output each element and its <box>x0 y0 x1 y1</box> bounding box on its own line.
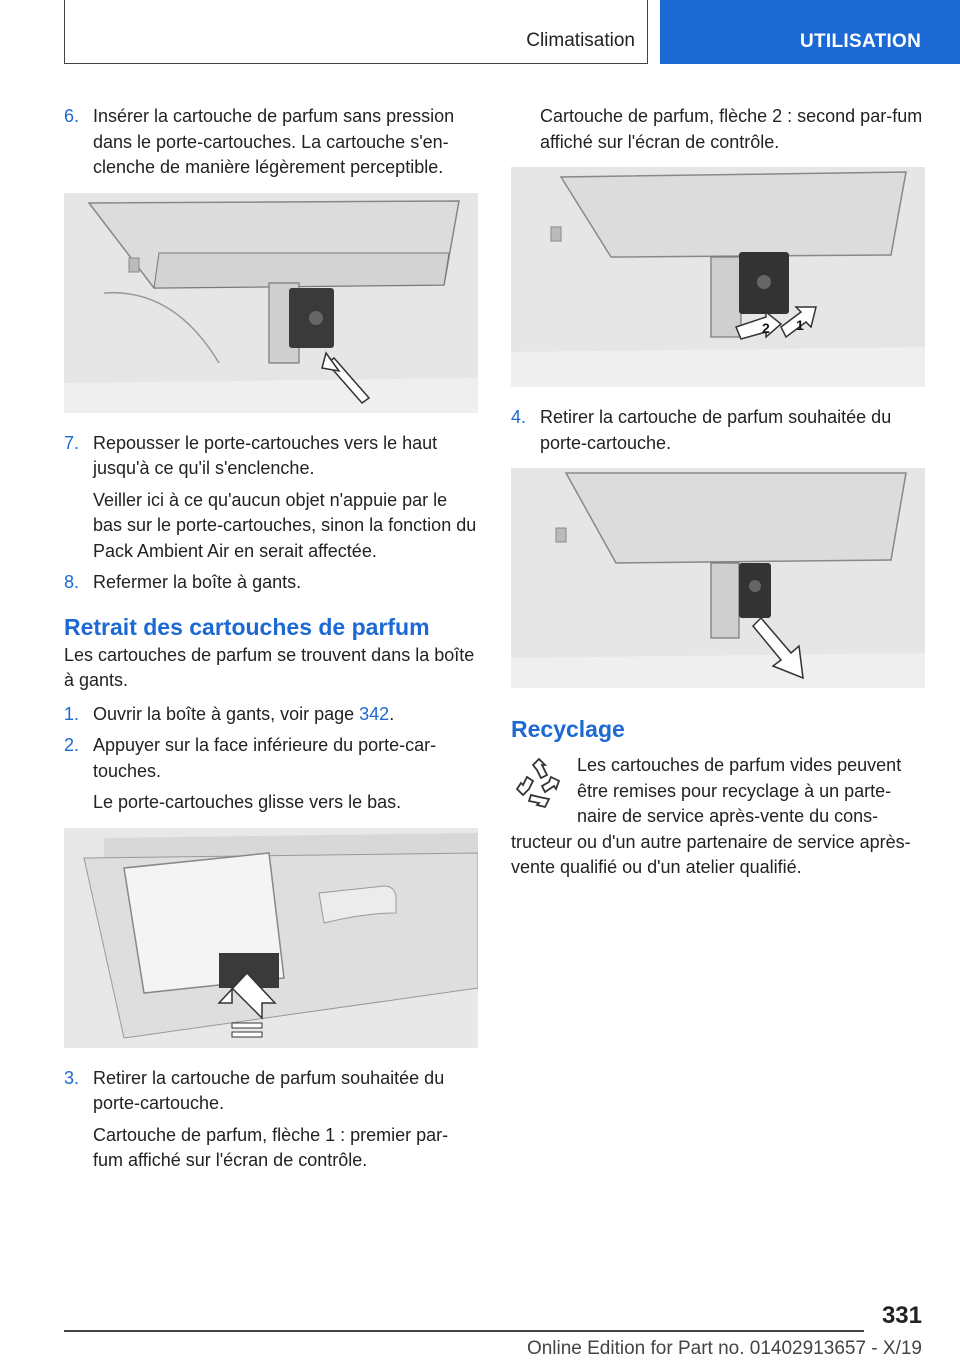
step-text: Appuyer sur la face inférieure du porte-car-touches. <box>93 735 437 781</box>
left-column <box>64 104 478 1180</box>
step-text-part: Ouvrir la boîte à gants, voir page <box>93 703 360 724</box>
step-3 <box>64 1066 478 1174</box>
step-text-part: . <box>389 703 395 724</box>
step-number: 8. <box>64 572 80 592</box>
recycling-icon <box>511 755 567 811</box>
step-number: 2. <box>64 735 80 755</box>
figure-cartridge-arrows <box>511 167 925 387</box>
right-column <box>511 104 925 881</box>
step-2 <box>64 733 478 816</box>
section-heading-recycling: Recyclage <box>511 716 625 742</box>
footer-edition: Online Edition for Part no. 01402913657 - X/19 <box>526 1338 922 1359</box>
step-1 <box>64 702 478 728</box>
figure-remove-cartridge <box>511 468 925 688</box>
recycling-text: Les cartouches de parfum vides peuvent être remises pour recyclage à un parte-naire de service après-vente du cons-tructeur ou d'un autre partenaire de service après-vente qualifié ou d'un atelier qualifié. <box>511 755 911 877</box>
step-text: Repousser le porte-cartouches vers le haut jusqu'à ce qu'il s'enclenche. <box>93 432 438 478</box>
footer-divider <box>64 1330 864 1332</box>
step-number: 7. <box>64 432 80 453</box>
step-number: 3. <box>64 1067 80 1088</box>
arrow-label-1: 1 <box>796 317 804 333</box>
step-note: Veiller ici à ce qu'aucun objet n'appuie par le bas sur le porte-cartouches, sinon la fonction du Pack Ambient Air en serait affectée. <box>93 489 477 561</box>
step-number: 6. <box>64 106 80 126</box>
step-note: Le porte-cartouches glisse vers le bas. <box>93 792 402 812</box>
step-6 <box>64 104 478 181</box>
header-chapter-tab <box>660 0 960 64</box>
page-number: 331 <box>881 1302 922 1329</box>
step-7 <box>64 431 478 565</box>
recycling-block <box>511 753 925 881</box>
step-text: Retirer la cartouche de parfum souhaitée du porte-cartouche. <box>93 1067 445 1113</box>
figure-press-holder <box>64 828 478 1048</box>
header-section-title: Climatisation <box>526 30 635 51</box>
header-chapter-title: UTILISATION <box>800 31 922 52</box>
step-4 <box>511 405 925 456</box>
header-section-box <box>64 0 648 64</box>
step-text: Retirer la cartouche de parfum souhaitée du porte-cartouche. <box>540 407 892 453</box>
intro-text: Les cartouches de parfum se trouvent dans la boîte à gants. <box>64 644 475 690</box>
step-text <box>93 702 478 728</box>
section-heading-removal: Retrait des cartouches de parfum <box>64 613 430 640</box>
step-number: 4. <box>511 407 527 427</box>
arrow-label-2: 2 <box>762 320 770 336</box>
step-note: Cartouche de parfum, flèche 1 : premier par-fum affiché sur l'écran de contrôle. <box>93 1124 449 1170</box>
continued-note: Cartouche de parfum, flèche 2 : second par-fum affiché sur l'écran de contrôle. <box>540 106 923 152</box>
step-8 <box>64 570 478 596</box>
page-link[interactable]: 342 <box>359 703 390 724</box>
step-text: Insérer la cartouche de parfum sans pression dans le porte-cartouches. La cartouche s'en-clenche de manière légèrement perceptible. <box>93 106 455 177</box>
figure-insert-cartridge <box>64 193 478 413</box>
step-text: Refermer la boîte à gants. <box>93 572 302 592</box>
step-number: 1. <box>64 703 80 724</box>
